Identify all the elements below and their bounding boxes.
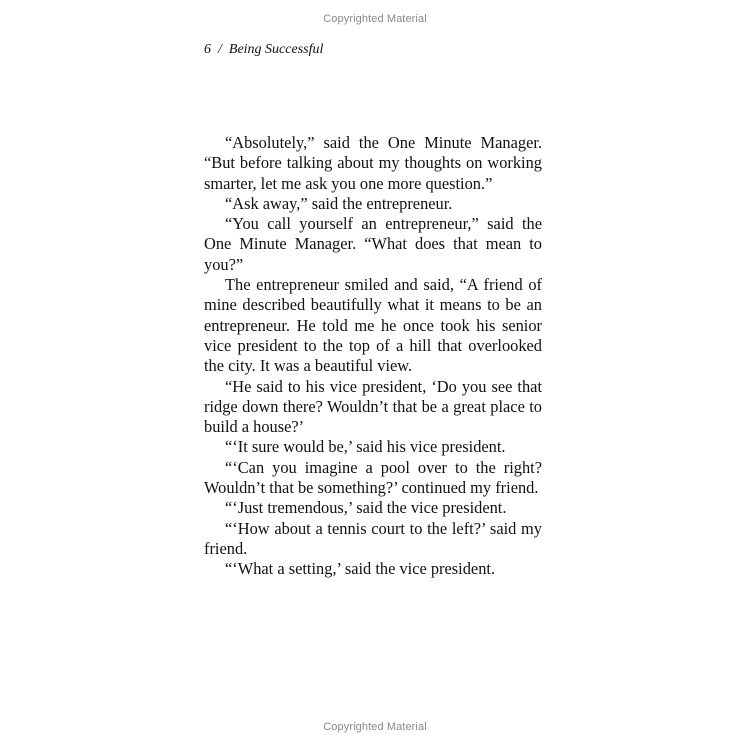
paragraph: The entrepreneur smiled and said, “A friend of mine described beautifully what it means to be an entrepreneur. He told me he once took his senior vice president to the top of a hill that overlooked the city. It was a beautiful view. [204,275,542,376]
paragraph: “Absolutely,” said the One Minute Manager. “But before talking about my thoughts on working smarter, let me ask you one more question.” [204,133,542,193]
running-head-separator: / [218,42,222,57]
paragraph: “‘What a setting,’ said the vice president. [225,559,496,579]
copyright-watermark-bottom: Copyrighted Material [323,721,427,733]
paragraph: “‘Just tremendous,’ said the vice president. [225,498,507,518]
paragraph: “He said to his vice president, ‘Do you see that ridge down there? Wouldn’t that be a great place to build a house?’ [204,376,542,437]
chapter-title: Being Successful [228,42,324,57]
paragraph: “‘It sure would be,’ said his vice president. [225,437,506,457]
paragraph: “You call yourself an entrepreneur,” said the One Minute Manager. “What does that mean to you?” [204,214,542,274]
paragraph: “‘How about a tennis court to the left?’ said my friend. [204,518,542,558]
body-text [204,133,542,580]
paragraph: “‘Can you imagine a pool over to the right? Wouldn’t that be something?’ continued my friend. [204,457,542,498]
page-number: 6 [204,42,211,57]
running-head [204,42,323,58]
paragraph: “Ask away,” said the entrepreneur. [225,193,453,213]
copyright-watermark-top: Copyrighted Material [323,13,427,25]
